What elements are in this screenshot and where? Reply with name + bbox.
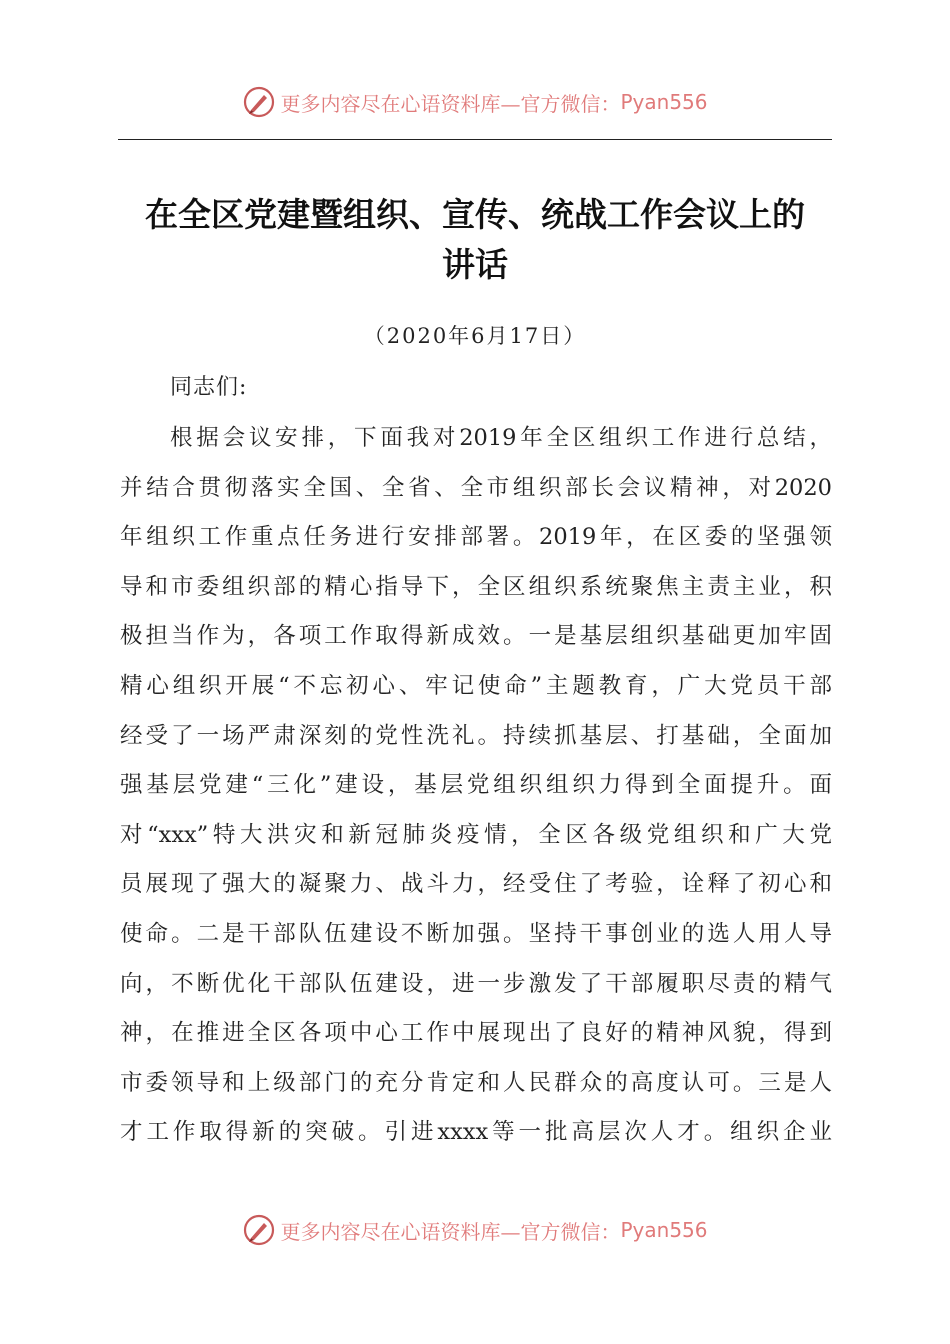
- wechat-id: Pyan556: [620, 90, 708, 114]
- body-line: 导和市委组织部的精心指导下，全区组织系统聚焦主责主业，积: [120, 573, 832, 600]
- body-line: 精心组织开展“不忘初心、牢记使命”主题教育，广大党员干部: [120, 672, 832, 699]
- title-line: 在全区党建暨组织、宣传、统战工作会议上的: [145, 195, 805, 234]
- banner-text: 更多内容尽在心语资料库—官方微信：: [280, 1219, 621, 1244]
- header-rule: [118, 139, 832, 140]
- body-line: 根据会议安排，下面我对2019年全区组织工作进行总结，: [170, 425, 832, 451]
- body-line: 强基层党建“三化”建设，基层党组织组织力得到全面提升。面: [120, 772, 832, 799]
- wechat-id: Pyan556: [620, 1218, 708, 1242]
- document-date: （2020年6月17日）: [363, 324, 587, 348]
- body-line: 市委领导和上级部门的充分肯定和人民群众的高度认可。三是人: [120, 1069, 832, 1096]
- pen-logo-icon: [242, 85, 276, 119]
- body-line: 才工作取得新的突破。引进xxxx等一批高层次人才。组织企业: [120, 1119, 832, 1146]
- document-title: [110, 190, 840, 290]
- body-paragraph: [120, 414, 832, 1158]
- body-line: 向，不断优化干部队伍建设，进一步激发了干部履职尽责的精气: [120, 970, 832, 997]
- salutation: 同志们:: [170, 375, 248, 400]
- title-line: 讲话: [442, 245, 508, 284]
- body-line: 经受了一场严肃深刻的党性洗礼。持续抓基层、打基础，全面加: [120, 722, 832, 749]
- body-line: 对“xxx”特大洪灾和新冠肺炎疫情，全区各级党组织和广大党: [120, 821, 832, 848]
- body-line: 年组织工作重点任务进行安排部署。2019年，在区委的坚强领: [120, 524, 832, 551]
- body-line: 并结合贯彻落实全国、全省、全市组织部长会议精神，对2020: [120, 474, 832, 501]
- footer-banner: [0, 1208, 950, 1252]
- pen-logo-icon: [242, 1213, 276, 1247]
- body-line: 极担当作为，各项工作取得新成效。一是基层组织基础更加牢固: [120, 623, 832, 650]
- body-line: 使命。二是干部队伍建设不断加强。坚持干事创业的选人用人导: [120, 920, 832, 947]
- body-line: 神，在推进全区各项中心工作中展现出了良好的精神风貌，得到: [120, 1020, 832, 1047]
- banner-text: 更多内容尽在心语资料库—官方微信：: [280, 91, 621, 116]
- header-banner: [0, 80, 950, 124]
- body-line: 员展现了强大的凝聚力、战斗力，经受住了考验，诠释了初心和: [120, 871, 832, 898]
